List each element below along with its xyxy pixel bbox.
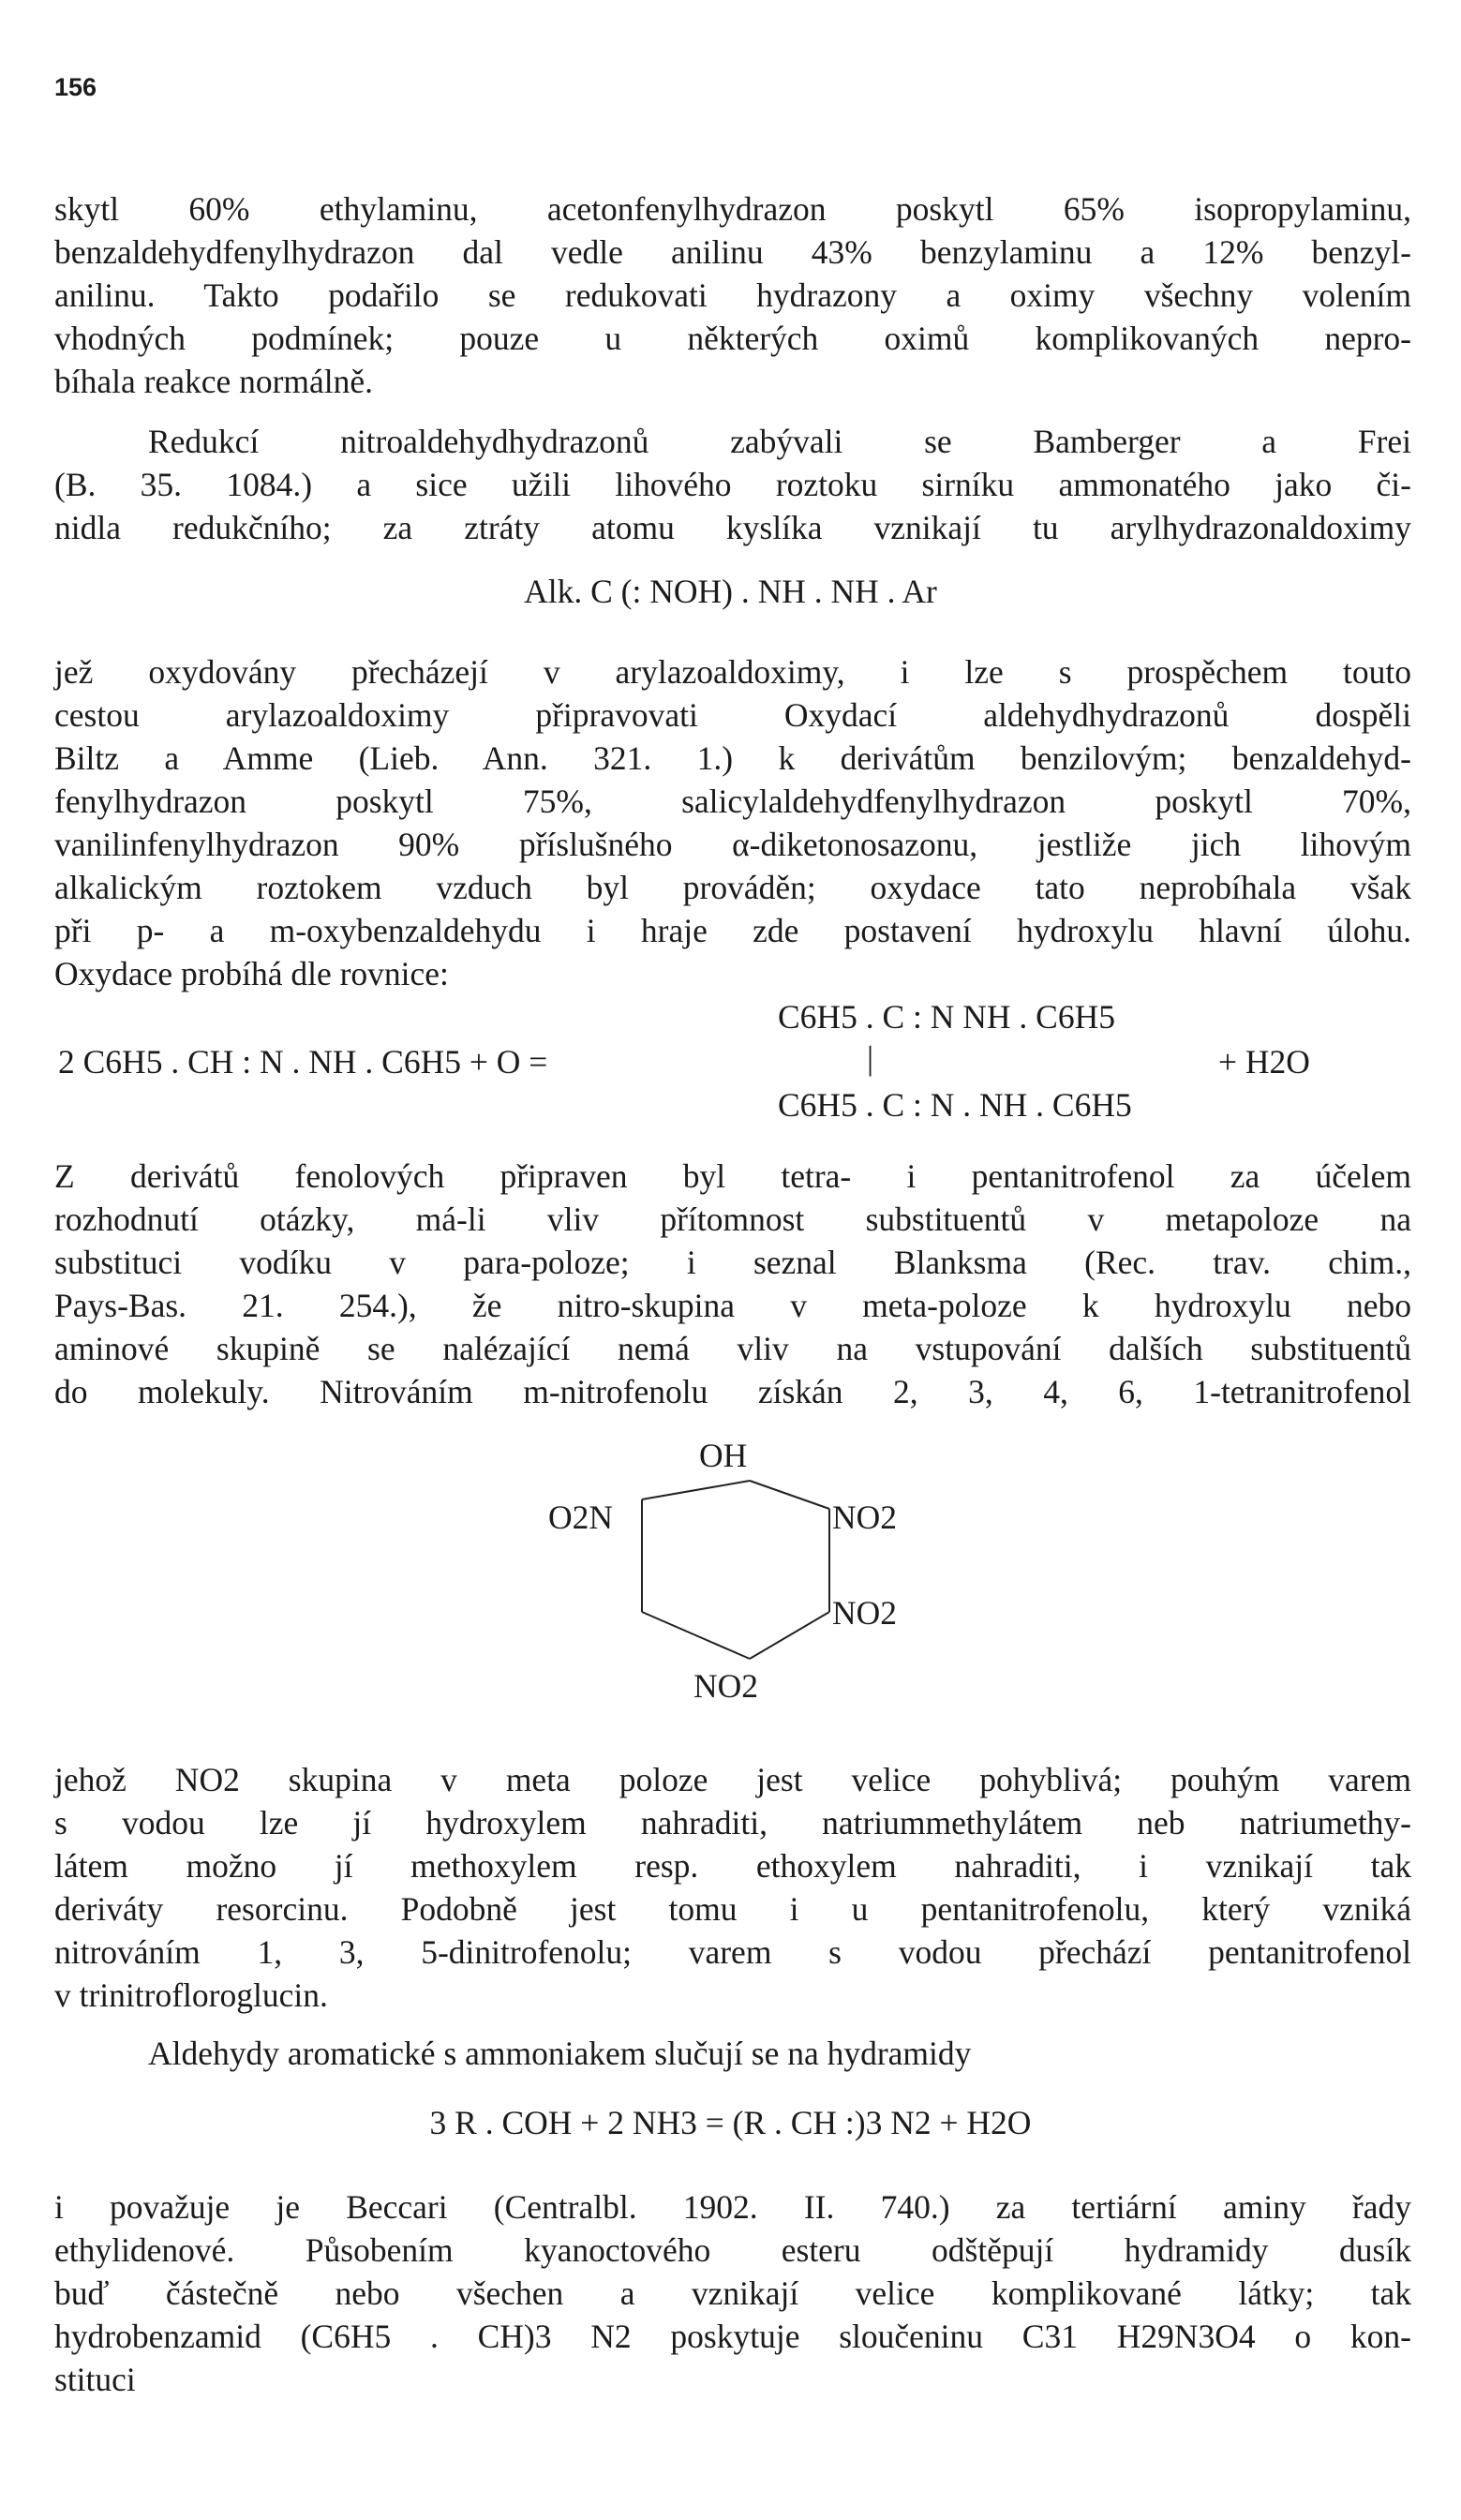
structure-oh: OH: [699, 1437, 748, 1474]
text-line: skytl 60% ethylaminu, acetonfenylhydrazon poskytl 65% isopropylaminu,: [54, 190, 1411, 228]
text-line: (B. 35. 1084.) a sice užili lihového roztoku sirníku ammonatého jako či-: [54, 466, 1411, 503]
text-line: Redukcí nitroaldehydhydrazonů zabývali se Bamberger a Frei: [148, 423, 1411, 460]
structure-no2-upper: NO2: [832, 1499, 898, 1536]
text-line: Oxydace probíhá dle rovnice:: [54, 955, 449, 992]
text-line: při p- a m-oxybenzaldehydu i hraje zde postavení hydroxylu hlavní úlohu.: [54, 912, 1411, 949]
text-line: Z derivátů fenolových připraven byl tetra- i pentanitrofenol za účelem: [54, 1157, 1411, 1195]
text-line: fenylhydrazon poskytl 75%, salicylaldehydfenylhydrazon poskytl 70%,: [54, 783, 1411, 820]
page-number: 156: [54, 73, 97, 101]
text-line: s vodou lze jí hydroxylem nahraditi, natriummethylátem neb natriumethy-: [54, 1804, 1411, 1842]
text-line: jež oxydovány přecházejí v arylazoaldoximy, i lze s prospěchem touto: [54, 653, 1411, 691]
text-line: anilinu. Takto podařilo se redukovati hydrazony a oximy všechny volením: [54, 276, 1411, 314]
text-line: do molekuly. Nitrováním m-nitrofenolu získán 2, 3, 4, 6, 1-tetranitrofenol: [54, 1373, 1411, 1410]
text-line: látem možno jí methoxylem resp. ethoxylem nahraditi, i vznikají tak: [54, 1847, 1411, 1885]
text-line: Aldehydy aromatické s ammoniakem slučují se na hydramidy: [148, 2035, 972, 2072]
text-line: alkalickým roztokem vzduch byl prováděn; oxydace tato neprobíhala však: [54, 869, 1411, 906]
text-line: nidla redukčního; za ztráty atomu kyslíka vznikají tu arylhydrazonaldoximy: [54, 509, 1411, 546]
text-line: vanilinfenylhydrazon 90% příslušného α-diketonosazonu, jestliže jich lihovým: [54, 826, 1411, 863]
formula-arylhydrazonaldoxime: Alk. C (: NOH) . NH . NH . Ar: [524, 573, 937, 610]
equation-bond: |: [867, 1039, 874, 1077]
text-line: Biltz a Amme (Lieb. Ann. 321. 1.) k derivátům benzilovým; benzaldehyd-: [54, 739, 1411, 777]
equation-left-side: 2 C6H5 . CH : N . NH . C6H5 + O =: [58, 1043, 548, 1081]
text-line: stituci: [54, 2361, 136, 2398]
text-line: ethylidenové. Působením kyanoctového esteru odštěpují hydramidy dusík: [54, 2231, 1411, 2269]
text-line: substituci vodíku v para-poloze; i seznal Blanksma (Rec. trav. chim.,: [54, 1244, 1411, 1281]
text-line: buď částečně nebo všechen a vznikají velice komplikované látky; tak: [54, 2274, 1411, 2312]
structure-o2n: O2N: [548, 1499, 614, 1536]
formula-hydramide: 3 R . COH + 2 NH3 = (R . CH :)3 N2 + H2O: [429, 2104, 1032, 2141]
text-line: jehož NO2 skupina v meta poloze jest velice pohyblivá; pouhým varem: [54, 1761, 1411, 1798]
structure-no2-bottom: NO2: [693, 1667, 759, 1705]
text-line: aminové skupině se nalézající nemá vliv na vstupování dalších substituentů: [54, 1330, 1411, 1367]
text-line: bíhala reakce normálně.: [54, 363, 374, 400]
text-line: hydrobenzamid (C6H5 . CH)3 N2 poskytuje sloučeninu C31 H29N3O4 o kon-: [54, 2318, 1411, 2355]
text-line: rozhodnutí otázky, má-li vliv přítomnost substituentů v metapoloze na: [54, 1200, 1411, 1238]
text-line: v trinitrofloroglucin.: [54, 1976, 328, 2014]
equation-right-side: + H2O: [1218, 1043, 1310, 1081]
text-line: i považuje je Beccari (Centralbl. 1902. II. 740.) za tertiární aminy řady: [54, 2188, 1411, 2226]
structure-no2-lower: NO2: [832, 1594, 898, 1632]
text-line: nitrováním 1, 3, 5-dinitrofenolu; varem s vodou přechází pentanitrofenol: [54, 1933, 1411, 1971]
text-line: vhodných podmínek; pouze u některých oximů komplikovaných nepro-: [54, 320, 1411, 357]
text-line: benzaldehydfenylhydrazon dal vedle anilinu 43% benzylaminu a 12% benzyl-: [54, 233, 1411, 271]
text-line: Pays-Bas. 21. 254.), že nitro-skupina v meta-poloze k hydroxylu nebo: [54, 1287, 1411, 1324]
equation-top-line: C6H5 . C : N NH . C6H5: [778, 998, 1115, 1036]
equation-bottom-line: C6H5 . C : N . NH . C6H5: [778, 1086, 1132, 1124]
text-line: cestou arylazoaldoximy připravovati Oxydací aldehydhydrazonů dospěli: [54, 696, 1411, 734]
text-line: deriváty resorcinu. Podobně jest tomu i u pentanitrofenolu, který vzniká: [54, 1890, 1411, 1928]
